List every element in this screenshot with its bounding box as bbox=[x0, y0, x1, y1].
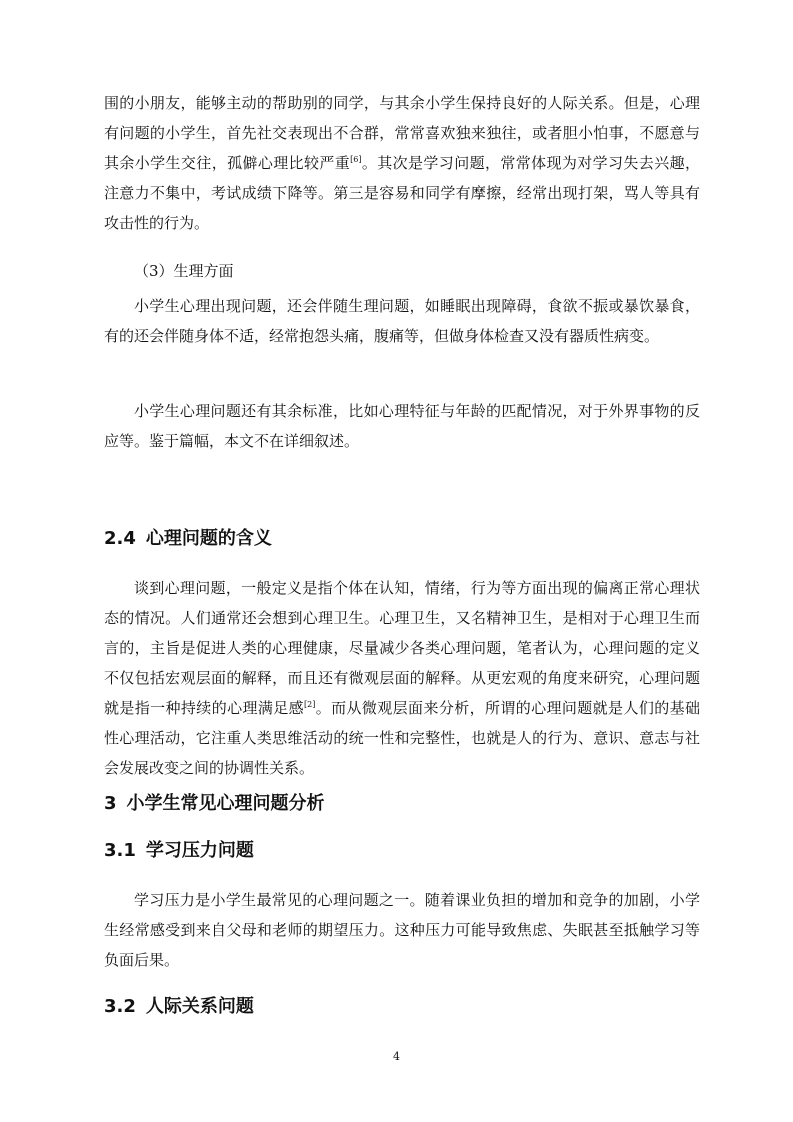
section-number: 3.1 bbox=[104, 840, 136, 861]
p1-line-3b: 。其次是学习问题，常常体现为对学习 bbox=[361, 154, 624, 172]
p1-line-2: 心理有问题的小学生，首先社交表现出不合群，常常喜欢独来独往，或者胆小怕事， bbox=[104, 94, 700, 142]
citation-6: [6] bbox=[350, 155, 362, 164]
paragraph-other-standards: 小学生心理问题还有其余标准，比如心理特征与年龄的匹配情况，对于外界事物的反应等。鉴于篇幅，本文不在详细叙述。 bbox=[104, 402, 700, 450]
section-number: 3.2 bbox=[104, 996, 136, 1017]
page-number: 4 bbox=[393, 1050, 400, 1063]
section-title: 小学生常见心理问题分析 bbox=[126, 793, 325, 814]
subheading-physiology: （3）生理方面 bbox=[134, 262, 234, 280]
p4-text-b: 。而从微观层面来分析，所谓的心理问题就是人们的基础性心理活动，它注重人类思维活动的统一性和完整性，也就是人的行为、意识、意志与社会发展改变之间的协调性关系。 bbox=[104, 699, 700, 777]
section-title: 人际关系问题 bbox=[145, 996, 254, 1017]
citation-2: [2] bbox=[304, 700, 316, 709]
section-heading-3 bbox=[104, 791, 325, 817]
paragraph-physiology: 小学生心理出现问题，还会伴随生理问题，如睡眠出现障碍，食欲不振或暴饮暴食，有的还会伴随身体不适，经常抱怨头痛，腹痛等，但做身体检查又没有器质性病变。 bbox=[104, 297, 700, 345]
p1-line-4: 失去兴趣，注意力不集中，考试成绩下降等。第三是容易和同学有摩擦，经常出现打 bbox=[104, 154, 700, 202]
p1-line-5: 架，骂人等具有攻击性的行为。 bbox=[104, 184, 700, 232]
p1-line-1: 围的小朋友，能够主动的帮助别的同学，与其余小学生保持良好的人际关系。但是， bbox=[104, 94, 670, 112]
paragraph-definition bbox=[104, 573, 700, 783]
section-heading-2-4 bbox=[104, 526, 272, 552]
section-heading-3-2 bbox=[104, 994, 254, 1020]
section-number: 2.4 bbox=[104, 528, 136, 549]
section-title: 心理问题的含义 bbox=[145, 528, 272, 549]
p1-line-3a: 不愿意与其余小学生交往，孤僻心理比较严重 bbox=[104, 124, 700, 172]
section-title: 学习压力问题 bbox=[145, 840, 254, 861]
section-heading-3-1 bbox=[104, 838, 254, 864]
paragraph-study-pressure: 学习压力是小学生最常见的心理问题之一。随着课业负担的增加和竞争的加剧，小学生经常感受到来自父母和老师的期望压力。这种压力可能导致焦虑、失眠甚至抵触学习等负面后果。 bbox=[104, 891, 700, 969]
paragraph-social bbox=[104, 88, 700, 238]
p4-text-a: 谈到心理问题，一般定义是指个体在认知，情绪，行为等方面出现的偏离正常心理状态的情况。人们通常还会想到心理卫生。心理卫生，又名精神卫生，是相对于心理卫生而言的，主旨是促进人类的心理健康，尽量减少各类心理问题，笔者认为，心理问题的定义不仅包括宏观层面的解释，而且还有微观层面的解释。从更宏观的角度来研究，心理问题就是指一种持续的心理满足感 bbox=[104, 579, 700, 717]
section-number: 3 bbox=[104, 793, 117, 814]
